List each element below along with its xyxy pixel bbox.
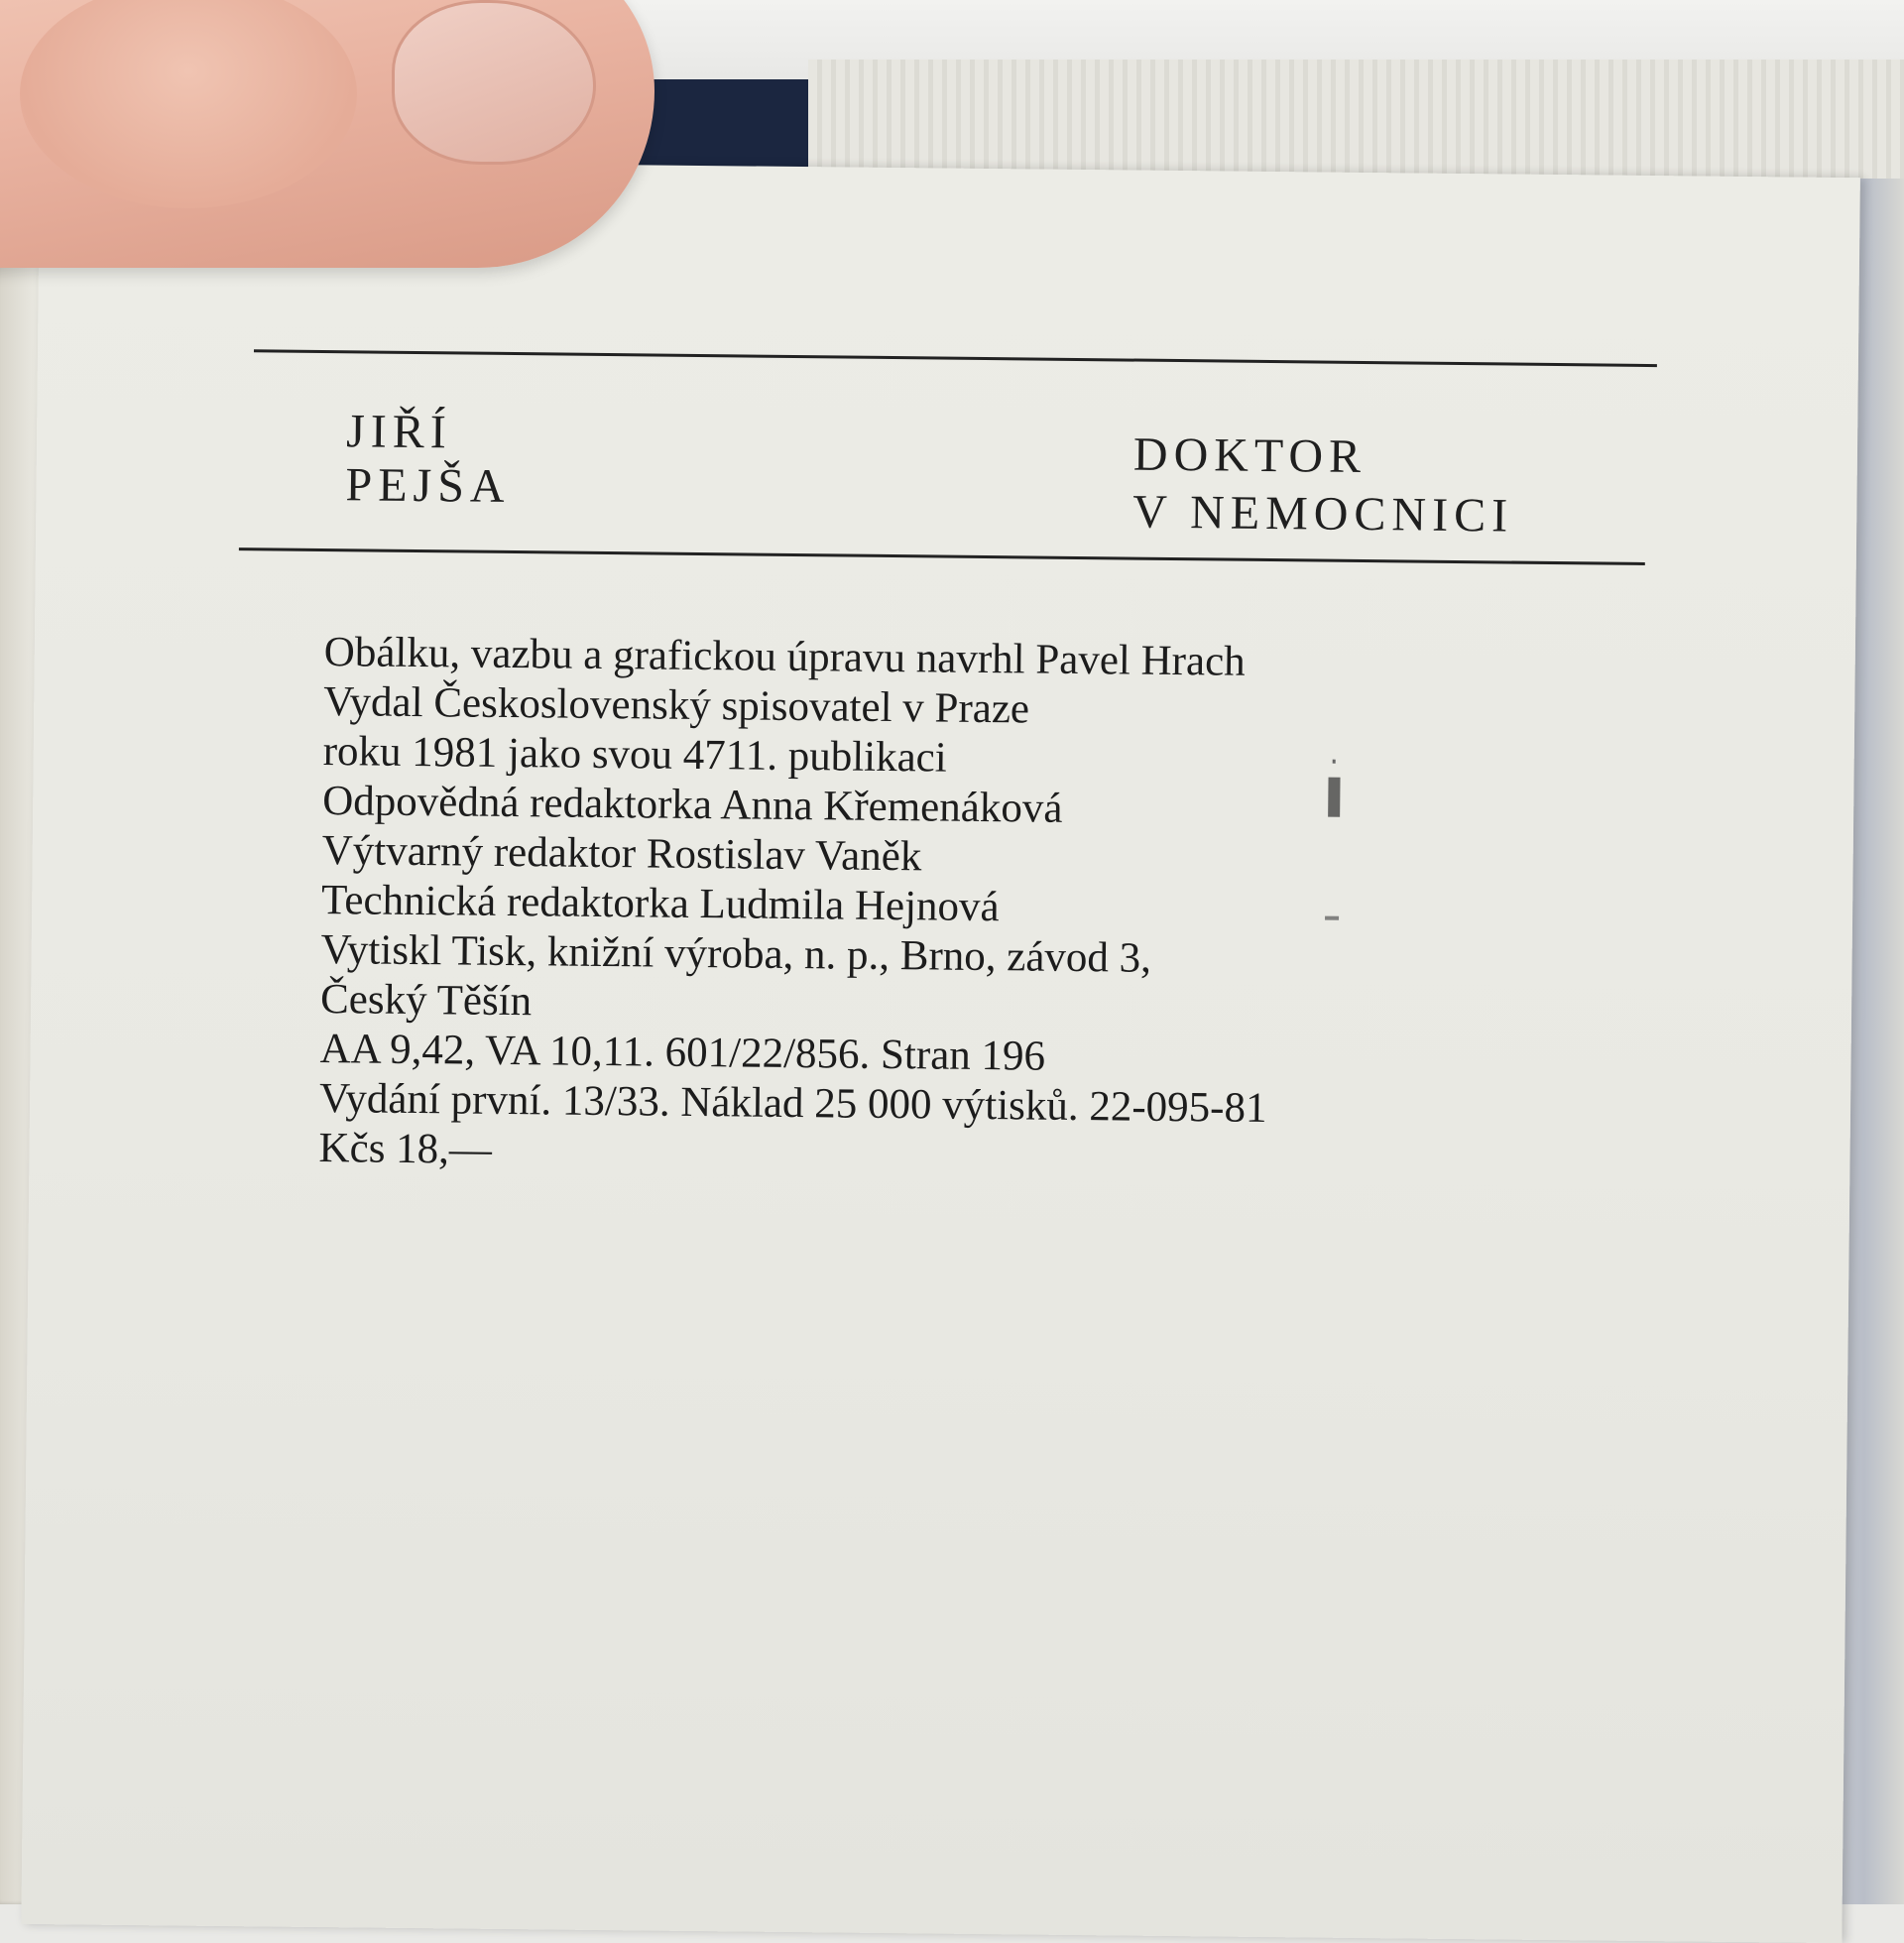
colophon-line: Český Těšín [319, 976, 533, 1026]
colophon-line: Kčs 18,— [318, 1125, 493, 1173]
top-rule [254, 349, 1657, 367]
colophon-line: AA 9,42, VA 10,11. 601/22/856. Stran 196 [319, 1026, 1046, 1080]
thumb-knuckle [20, 0, 357, 208]
book-title [1132, 426, 1514, 546]
author-name [345, 405, 511, 514]
colophon-text [318, 628, 1271, 1183]
colophon-line: Obálku, vazbu a grafickou úpravu navrhl Pavel Hrach [323, 629, 1246, 685]
author-first-name: JIŘÍ [345, 405, 453, 459]
ink-specks [1321, 758, 1353, 956]
title-line-1: DOKTOR [1132, 427, 1368, 484]
colophon-line: Technická redaktorka Ludmila Hejnová [320, 877, 1000, 931]
colophon-line: Vydání první. 13/33. Náklad 25 000 výtisků. 22-095-81 [318, 1075, 1267, 1133]
colophon-line: Vydal Československý spisovatel v Praze [323, 678, 1030, 733]
bottom-rule [239, 547, 1645, 565]
thumb [0, 0, 654, 268]
colophon-line: Odpovědná redaktorka Anna Křemenáková [321, 778, 1063, 832]
thumbnail [392, 0, 596, 165]
colophon-line: roku 1981 jako svou 4711. publikaci [322, 728, 947, 782]
colophon-line: Vytiskl Tisk, knižní výroba, n. p., Brno, závod 3, [320, 926, 1152, 982]
colophon-line: Výtvarný redaktor Rostislav Vaněk [321, 827, 922, 881]
colophon-page [21, 159, 1860, 1943]
author-last-name: PEJŠA [345, 458, 511, 513]
title-line-2: V NEMOCNICI [1132, 485, 1514, 543]
